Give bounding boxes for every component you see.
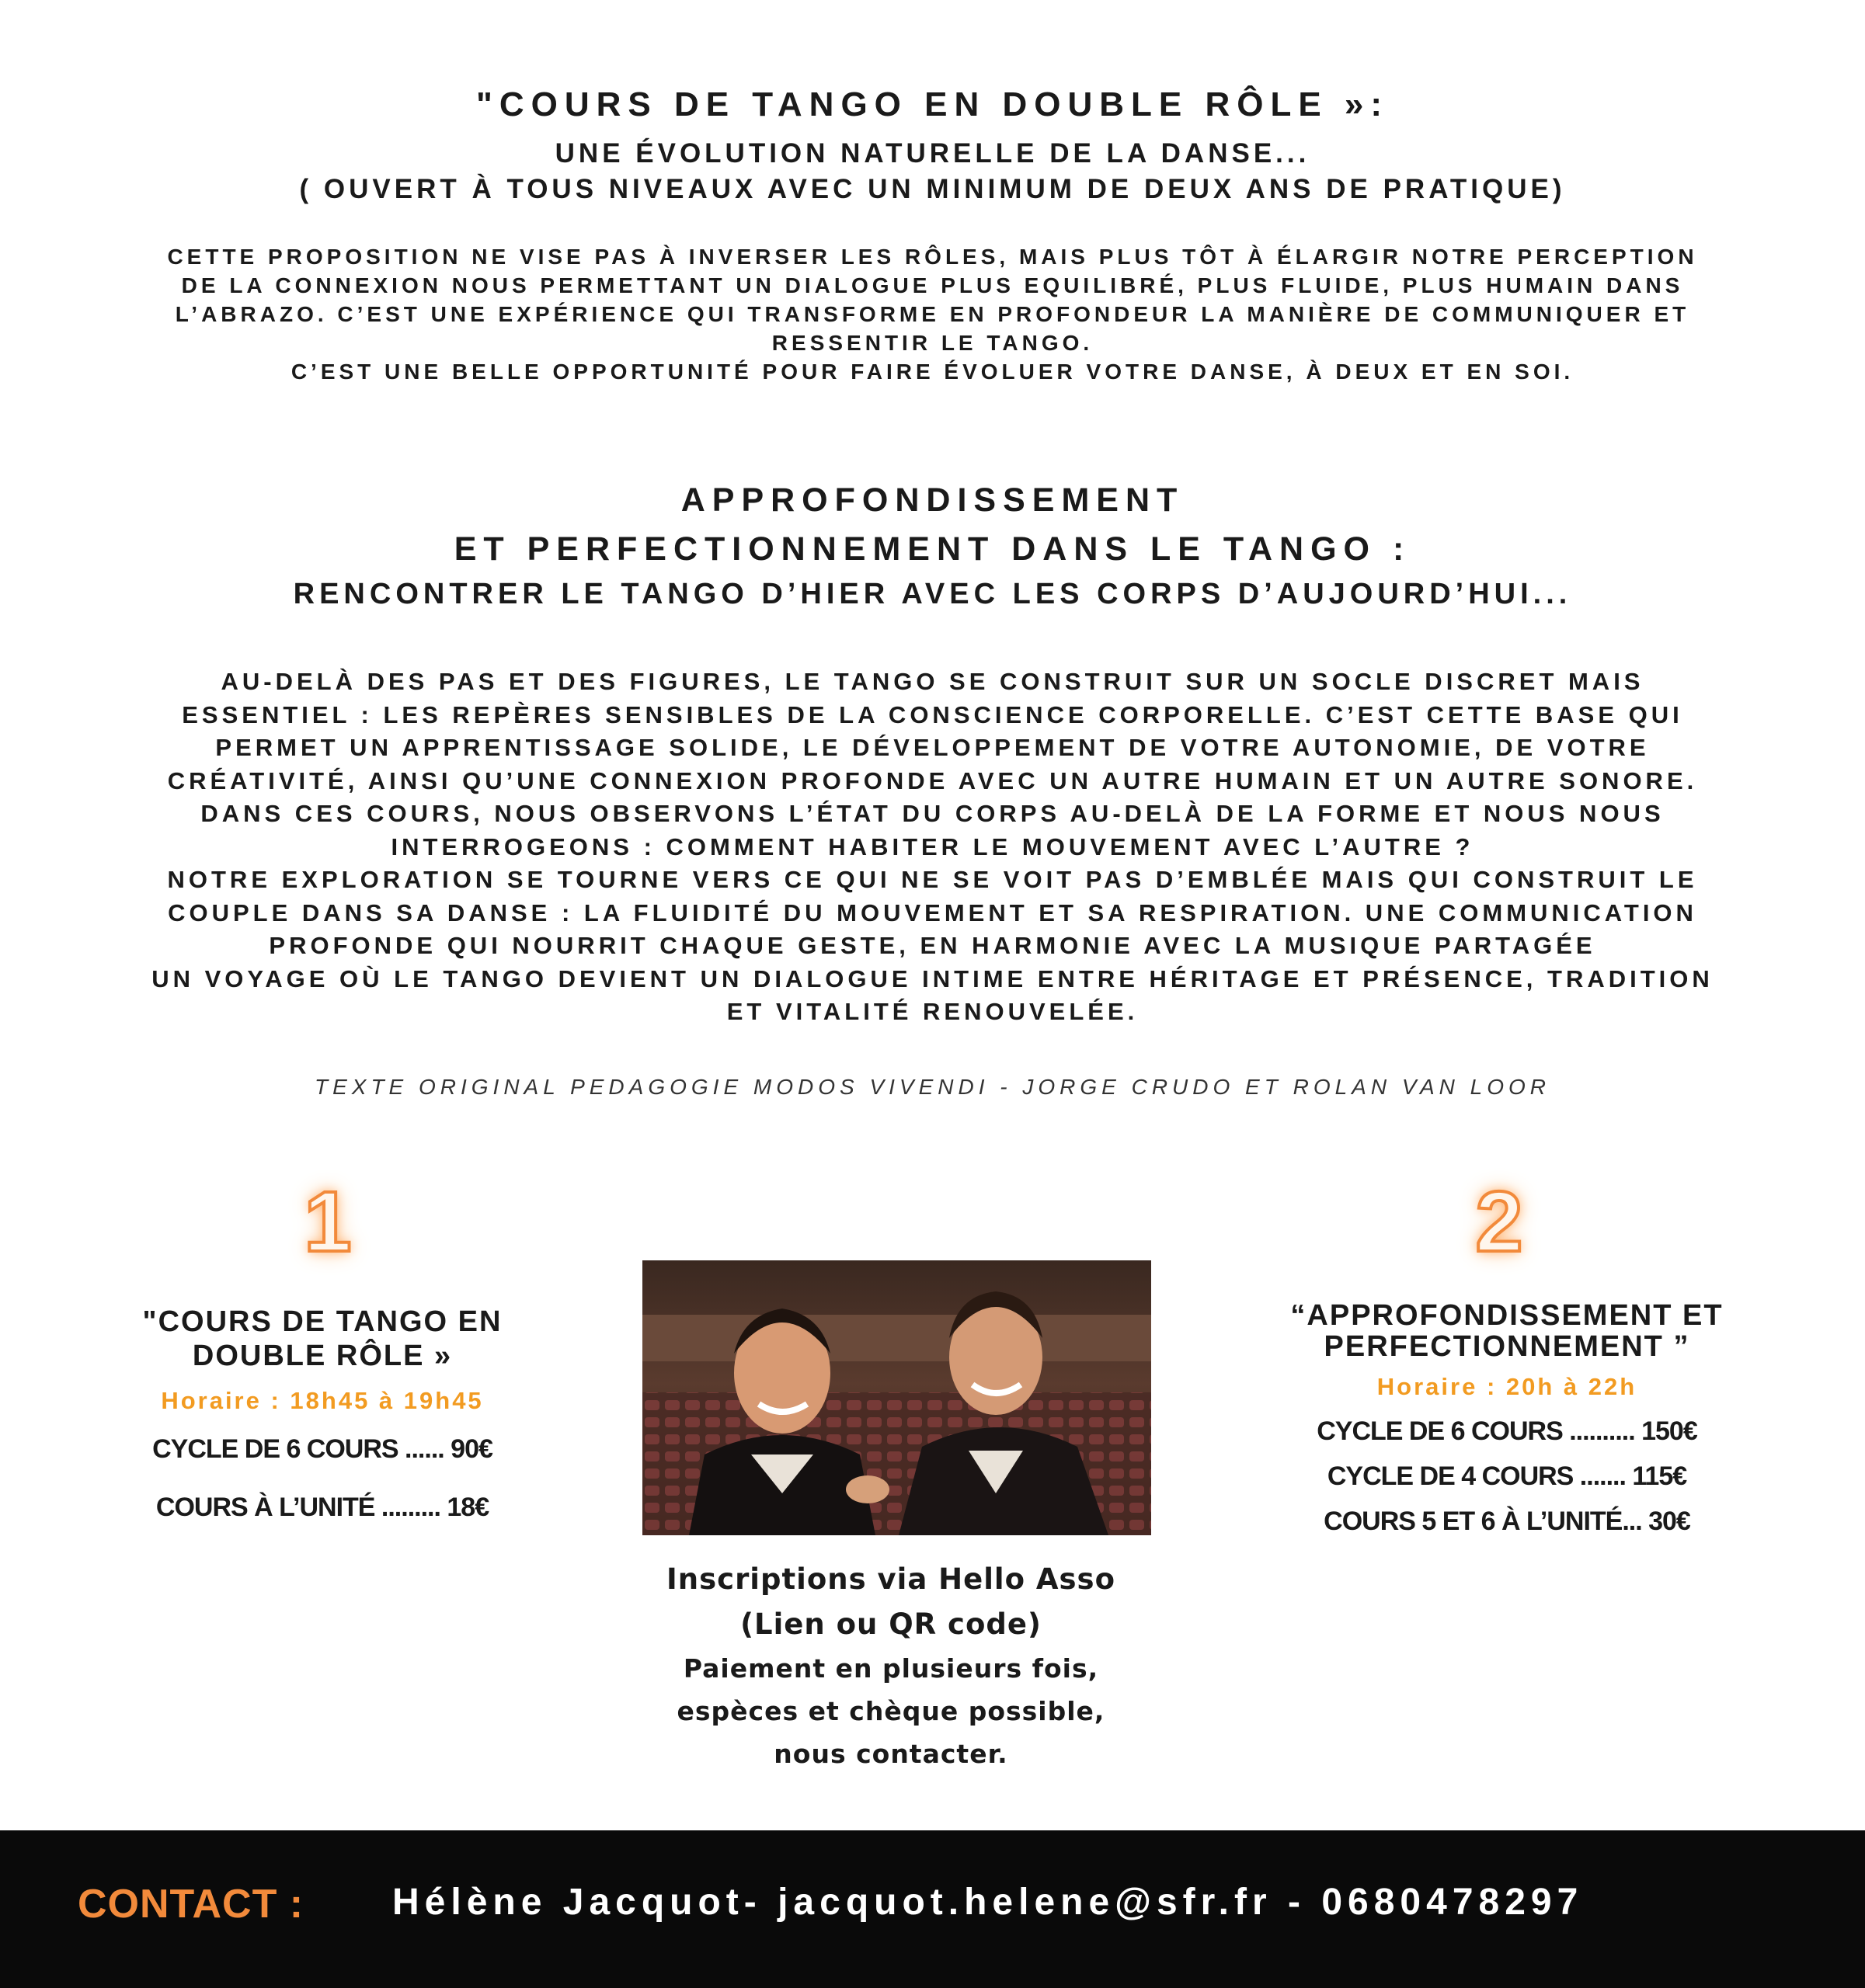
section1-subtitle-2: ( OUVERT À TOUS NIVEAUX AVEC UN MINIMUM DE DEUX ANS DE PRATIQUE) — [299, 174, 1566, 204]
section1-body-line: DE LA CONNEXION NOUS PERMETTANT UN DIALOGUE PLUS EQUILIBRÉ, PLUS FLUIDE, PLUS HUMAIN DANS — [181, 273, 1684, 297]
section2-body — [62, 666, 1803, 1029]
section1-body — [93, 242, 1772, 386]
section1-body-line: C’EST UNE BELLE OPPORTUNITÉ POUR FAIRE ÉVOLUER VOTRE DANSE, À DEUX ET EN SOI. — [291, 360, 1574, 384]
offer1-schedule: Horaire : 18h45 à 19h45 — [161, 1387, 484, 1414]
section2-body-line: PROFONDE QUI NOURRIT CHAQUE GESTE, EN HARMONIE AVEC LA MUSIQUE PARTAGÉE — [269, 932, 1596, 959]
offer2-title-1: “APPROFONDISSEMENT ET — [1290, 1299, 1724, 1332]
offer1-price-row: COURS À L’UNITÉ ......... 18€ — [155, 1493, 489, 1522]
section1-body-line: CETTE PROPOSITION NE VISE PAS À INVERSER LES RÔLES, MAIS PLUS TÔT À ÉLARGIR NOTRE PERCEPTION — [167, 245, 1698, 269]
section1-body-line: L’ABRAZO. C’EST UNE EXPÉRIENCE QUI TRANSFORME EN PROFONDEUR LA MANIÈRE DE COMMUNIQUER ET — [175, 302, 1690, 326]
registration-line-5: nous contacter. — [774, 1739, 1008, 1769]
offer1-title-1: "COURS DE TANGO EN — [142, 1305, 503, 1338]
section2-body-line: COUPLE DANS SA DANSE : LA FLUIDITÉ DU MOUVEMENT ET SA RESPIRATION. UNE COMMUNICATION — [168, 898, 1697, 926]
section1-body-line: RESSENTIR LE TANGO. — [771, 331, 1094, 355]
registration-line-2: (Lien ou QR code) — [740, 1607, 1042, 1641]
contact-details[interactable]: Hélène Jacquot- jacquot.helene@sfr.fr - 0680478297 — [392, 1882, 1584, 1923]
registration-line-4: espèces et chèque possible, — [677, 1696, 1105, 1726]
offer2-schedule: Horaire : 20h à 22h — [1376, 1373, 1637, 1400]
offer2-number: 2 — [1475, 1174, 1523, 1270]
section2-subtitle: RENCONTRER LE TANGO D’HIER AVEC LES CORPS D’AUJOURD’HUI... — [293, 578, 1572, 610]
contact-footer — [0, 1830, 1865, 1988]
section2-body-line: NOTRE EXPLORATION SE TOURNE VERS CE QUI NE SE VOIT PAS D’EMBLÉE MAIS QUI CONSTRUIT LE — [167, 866, 1698, 893]
offer2-title-2: PERFECTIONNEMENT ” — [1324, 1330, 1690, 1363]
section2-body-line: DANS CES COURS, NOUS OBSERVONS L’ÉTAT DU CORPS AU-DELÀ DE LA FORME ET NOUS NOUS — [200, 800, 1665, 827]
section2-body-line: ESSENTIEL : LES REPÈRES SENSIBLES DE LA CONSCIENCE CORPORELLE. C’EST CETTE BASE QUI — [182, 700, 1683, 728]
section1-title: "COURS DE TANGO EN DOUBLE RÔLE »: — [475, 85, 1390, 123]
section2-title-1: APPROFONDISSEMENT — [680, 481, 1185, 519]
section2-body-line: UN VOYAGE OÙ LE TANGO DEVIENT UN DIALOGUE INTIME ENTRE HÉRITAGE ET PRÉSENCE, TRADITION — [151, 964, 1714, 992]
contact-label: CONTACT : — [78, 1882, 304, 1927]
dancers-photo — [642, 1260, 1151, 1535]
registration-line-1: Inscriptions via Hello Asso — [666, 1562, 1115, 1596]
section2-title-2: ET PERFECTIONNEMENT DANS LE TANGO : — [454, 530, 1411, 568]
section2-body-line: PERMET UN APPRENTISSAGE SOLIDE, LE DÉVELOPPEMENT DE VOTRE AUTONOMIE, DE VOTRE — [215, 734, 1650, 761]
section2-body-line: CRÉATIVITÉ, AINSI QU’UNE CONNEXION PROFONDE AVEC UN AUTRE HUMAIN ET UN AUTRE SONORE. — [167, 766, 1698, 794]
offer2-price-row: CYCLE DE 4 COURS ....... 115€ — [1327, 1461, 1687, 1491]
offer2-price-row: COURS 5 ET 6 À L’UNITÉ... 30€ — [1324, 1507, 1690, 1536]
section1-subtitle-1: UNE ÉVOLUTION NATURELLE DE LA DANSE... — [555, 138, 1310, 169]
offer1-number: 1 — [304, 1174, 352, 1270]
section2-body-line: AU-DELÀ DES PAS ET DES FIGURES, LE TANGO SE CONSTRUIT SUR UN SOCLE DISCRET MAIS — [221, 668, 1644, 695]
section2-body-line: INTERROGEONS : COMMENT HABITER LE MOUVEMENT AVEC L’AUTRE ? — [391, 832, 1474, 860]
offer1-price-row: CYCLE DE 6 COURS ...... 90€ — [152, 1434, 492, 1464]
registration-line-3: Paiement en plusieurs fois, — [683, 1653, 1099, 1684]
credit-line: TEXTE ORIGINAL PEDAGOGIE MODOS VIVENDI - JORGE CRUDO ET ROLAN VAN LOOR — [314, 1075, 1551, 1099]
registration-info — [565, 1557, 1217, 1775]
offer2-price-row: CYCLE DE 6 COURS .......... 150€ — [1317, 1416, 1697, 1446]
section2-body-line: ET VITALITÉ RENOUVELÉE. — [726, 998, 1139, 1025]
offer1-title-2: DOUBLE RÔLE » — [192, 1340, 453, 1372]
